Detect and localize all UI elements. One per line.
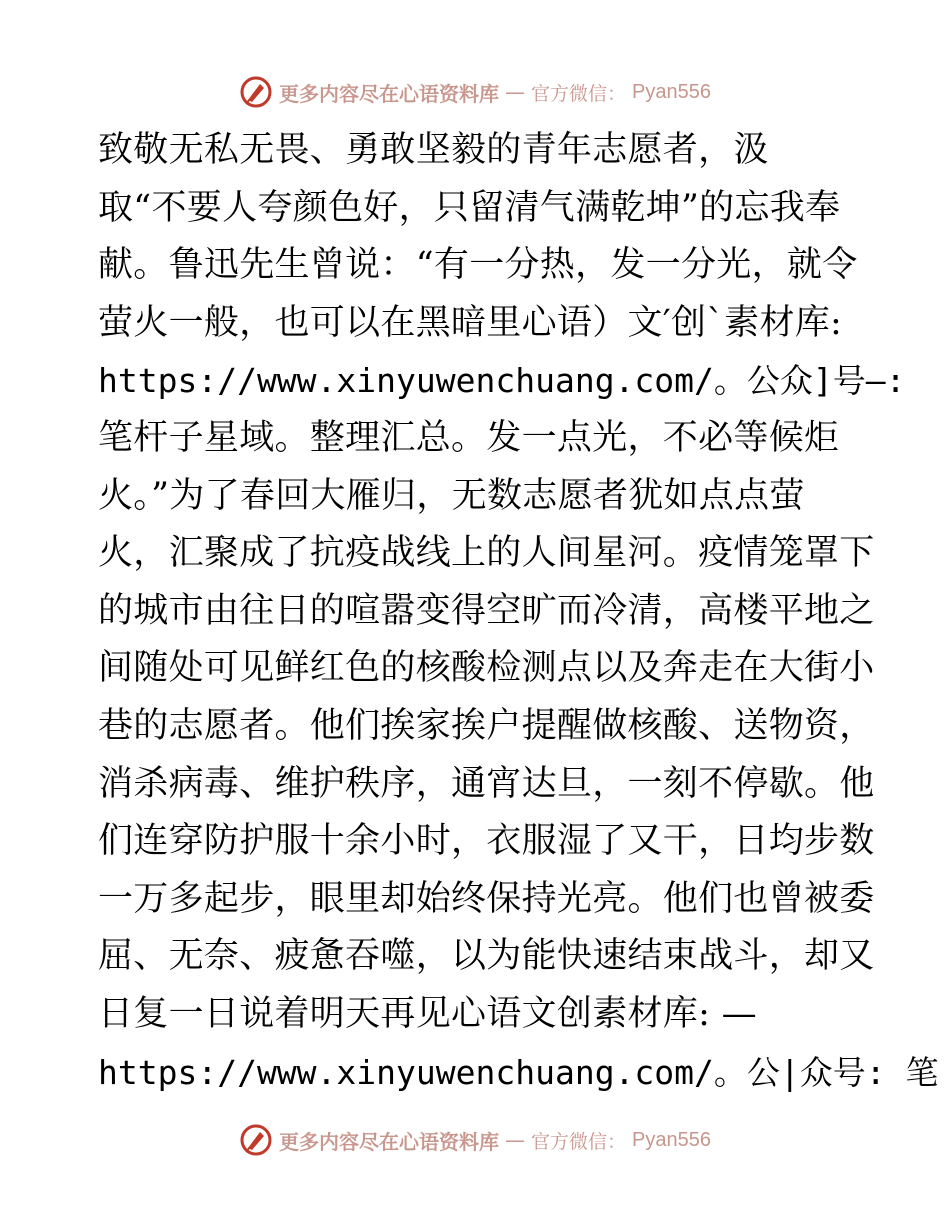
text-line: https://www.xinyuwenchuang.com/。公|众号: 笔 — [98, 1052, 939, 1092]
text-line: 巷的志愿者。他们挨家挨户提醒做核酸、送物资， — [98, 705, 875, 746]
text-line: 屈、无奈、疲惫吞噬，以为能快速结束战斗，却又 — [98, 936, 875, 977]
text-line: 们连穿防护服十余小时，衣服湿了又干，日均步数 — [98, 821, 875, 862]
text-line: https://www.xinyuwenchuang.com/。公众]号—: — [98, 361, 906, 401]
text-line: 献。鲁迅先生曾说：“有一分热，发一分光，就令 — [98, 245, 858, 286]
footer-wechat-label: 官方微信： — [531, 1130, 627, 1153]
text-line: 笔杆子星域。整理汇总。发一点光，不必等候炬 — [98, 417, 840, 458]
header-banner-text: 更多内容尽在心语资料库 — [279, 81, 499, 106]
document-body — [98, 122, 939, 1101]
text-line: 萤火一般，也可以在黑暗里心语）文′创`素材库: — [98, 302, 843, 343]
text-line: 火，汇聚成了抗疫战线上的人间星河。疫情笼罩下 — [98, 533, 875, 574]
pen-nib-logo-icon — [239, 1123, 273, 1157]
text-line: 间随处可见鲜红色的核酸检测点以及奔走在大街小 — [98, 648, 875, 689]
header-wechat-label: 官方微信： — [531, 82, 627, 105]
header-wechat-id: Pyan556 — [632, 80, 711, 103]
footer-wechat-id: Pyan556 — [632, 1128, 711, 1151]
text-line: 日复一日说着明天再见心语文创素材库: — — [98, 993, 757, 1034]
pen-nib-logo-icon — [239, 75, 273, 109]
footer-separator: — — [505, 1128, 525, 1152]
text-line: 取“不要人夸颜色好，只留清气满乾坤”的忘我奉 — [98, 187, 841, 228]
footer-banner — [0, 1120, 950, 1160]
text-line: 一万多起步，眼里却始终保持光亮。他们也曾被委 — [98, 878, 875, 919]
text-line: 的城市由往日的喧嚣变得空旷而冷清，高楼平地之 — [98, 590, 875, 631]
header-banner — [0, 72, 950, 112]
footer-banner-text: 更多内容尽在心语资料库 — [279, 1129, 499, 1154]
text-line: 火。”为了春回大雁归，无数志愿者犹如点点萤 — [98, 475, 805, 516]
text-line: 致敬无私无畏、勇敢坚毅的青年志愿者，汲 — [98, 130, 769, 170]
header-separator: — — [505, 80, 525, 104]
text-line: 消杀病毒、维护秩序，通宵达旦，一刻不停歇。他 — [98, 763, 875, 804]
